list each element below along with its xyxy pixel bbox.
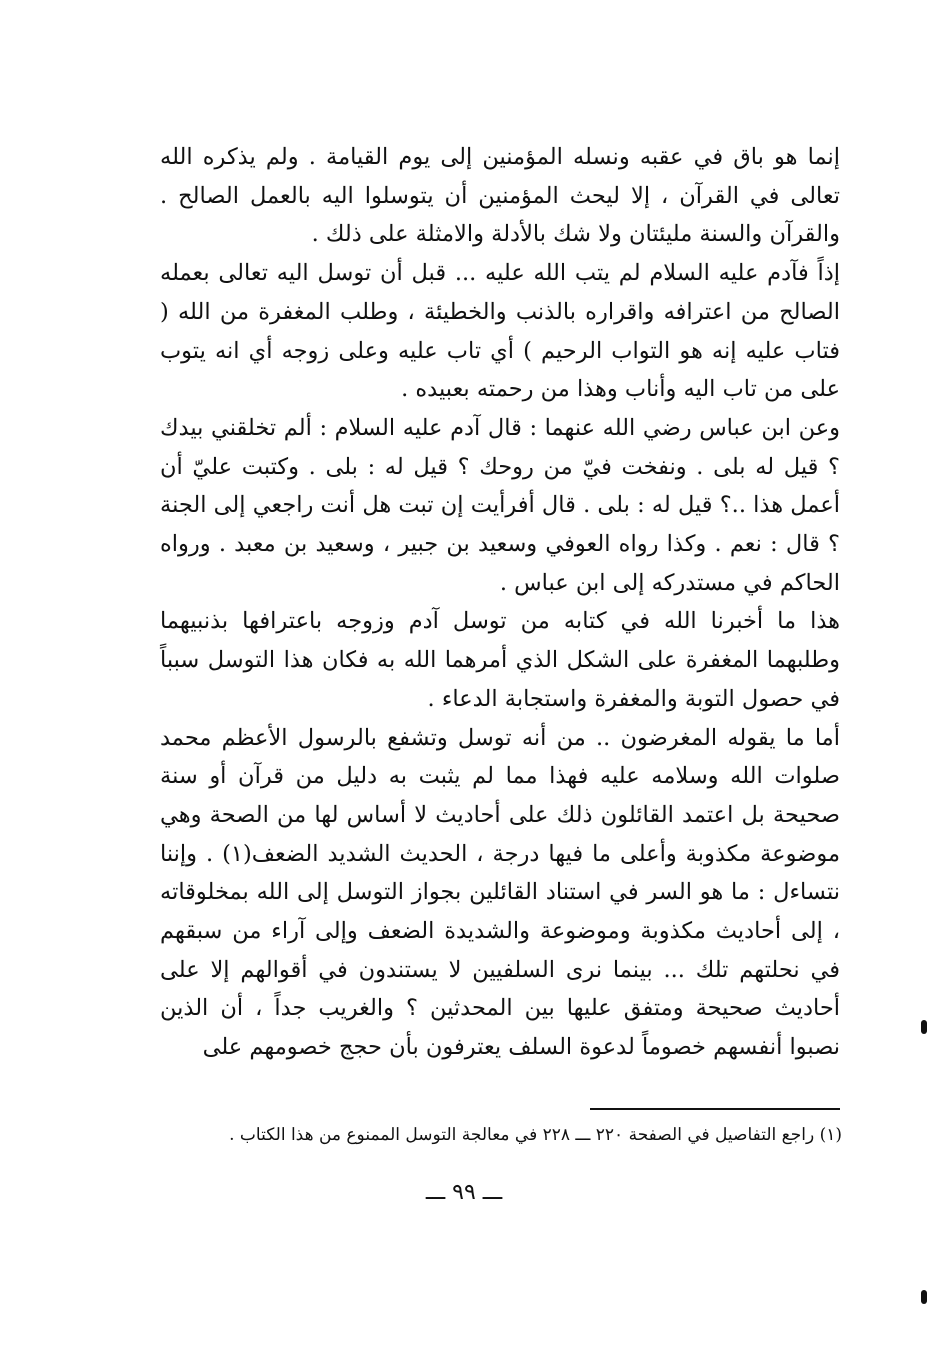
scan-edge-mark bbox=[921, 1290, 927, 1304]
paragraph-1: إنما هو باق في عقبه ونسله المؤمنين إلى يوم القيامة . ولم يذكره الله تعالى في القرآن ، إلا ليحث المؤمنين أن يتوسلوا اليه بالعمل الصالح . والقرآن والسنة مليئتان ولا شك بالأدلة والامثلة على ذلك . bbox=[160, 144, 840, 248]
paragraph-4: هذا ما أخبرنا الله في كتابه من توسل آدم وزوجه باعترافها بذنبيهما وطلبهما المغفرة على الشكل الذي أمرهما الله به فكان هذا التوسل سبباً في حصول التوبة والمغفرة واستجابة الدعاء . bbox=[160, 608, 840, 712]
paragraph-3: وعن ابن عباس رضي الله عنهما : قال آدم عليه السلام : ألم تخلقني بيدك ؟ قيل له بلى . ونفخت فيّ من روحك ؟ قيل له : بلى . وكتبت عليّ أن أعمل هذا ..؟ قيل له : بلى . قال أفرأيت إن تبت هل أنت راجعي إلى الجنة ؟ قال : نعم . وكذا رواه العوفي وسعيد بن جبير ، وسعيد بن معبد . ورواه الحاكم في مستدركه إلى ابن عباس . bbox=[160, 414, 840, 596]
page-number: ـــ ٩٩ ـــ bbox=[425, 1180, 503, 1205]
scan-edge-mark bbox=[921, 1020, 927, 1034]
footnote-divider bbox=[590, 1108, 840, 1110]
body-text bbox=[160, 138, 840, 1067]
paragraph-2: إذاً فآدم عليه السلام لم يتب الله عليه ... قبل أن توسل اليه تعالى بعمله الصالح من اعترافه واقراره بالذنب والخطيئة ، وطلب المغفرة من الله ( فتاب عليه إنه هو التواب الرحيم ) أي تاب عليه وعلى زوجه أي انه يتوب على من تاب اليه وأناب وهذا من رحمته بعبيده . bbox=[160, 260, 840, 403]
paragraph-5: أما ما يقوله المغرضون .. من أنه توسل وتشفع بالرسول الأعظم محمد صلوات الله وسلامه عليه فهذا مما لم يثبت به دليل من قرآن أو سنة صحيحة بل اعتمد القائلون ذلك على أحاديث لا أساس لها من الصحة وهي موضوعة مكذوبة وأعلى ما فيها درجة ، الحديث الشديد الضعف(١) . وإننا نتساءل : ما هو السر في استناد القائلين بجواز التوسل إلى الله بمخلوقاته ، إلى أحاديث مكذوبة وموضوعة والشديدة الضعف وإلى آراء من سبقهم في نحلتهم تلك ... بينما نرى السلفيين لا يستندون في أقوالهم إلا على أحاديث صحيحة ومتفق عليها بين المحدثين ؟ والغريب جداً ، أن الذين نصبوا أنفسهم خصوماً لدعوة السلف يعترفون بأن حجج خصومهم على bbox=[160, 724, 840, 1061]
footnote: (١) راجع التفاصيل في الصفحة ٢٢٠ ـــ ٢٢٨ في معالجة التوسل الممنوع من هذا الكتاب . bbox=[229, 1125, 842, 1145]
